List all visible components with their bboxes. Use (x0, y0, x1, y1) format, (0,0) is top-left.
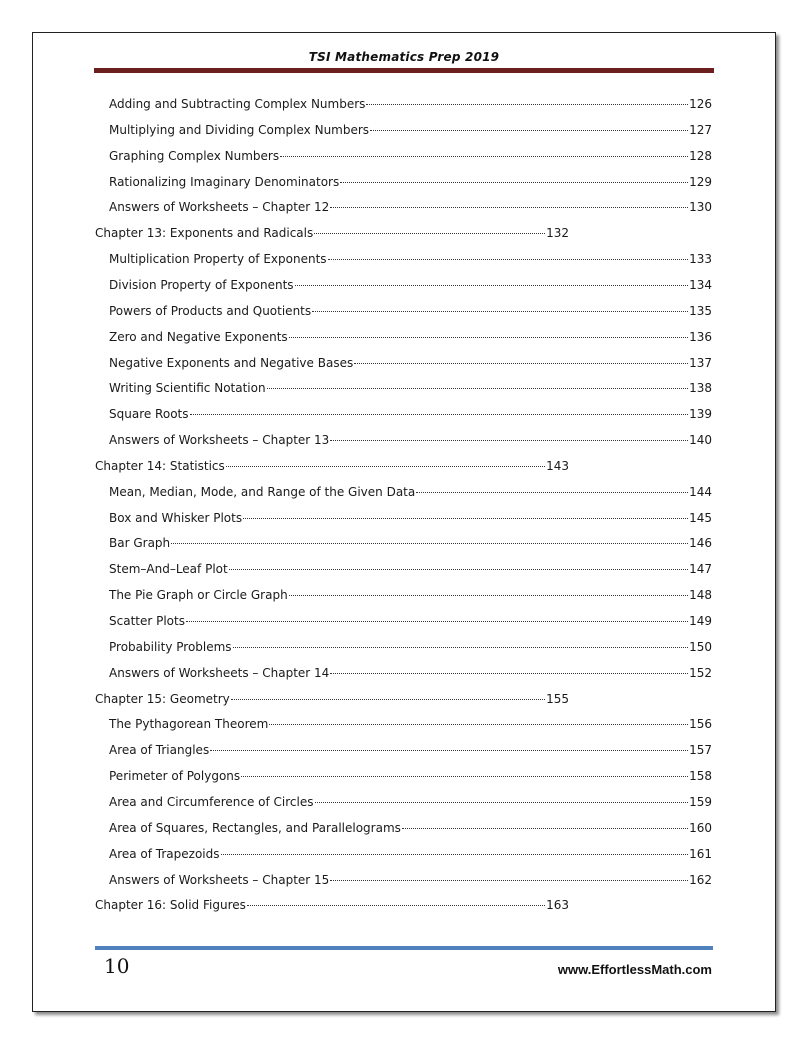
dot-leader (210, 749, 688, 751)
header-rule (94, 68, 714, 73)
toc-entry-row[interactable] (109, 303, 712, 319)
toc-page-number: 126 (689, 97, 712, 111)
toc-entry-row[interactable] (109, 794, 712, 810)
toc-label: The Pythagorean Theorem (109, 717, 269, 732)
toc-page-number: 130 (689, 200, 712, 215)
toc-entry-row[interactable] (109, 561, 712, 577)
toc-page-number: 162 (689, 872, 712, 887)
toc-label: Division Property of Exponents (109, 277, 294, 292)
toc-label: Negative Exponents and Negative Bases (109, 355, 354, 370)
toc-page-number: 128 (689, 148, 712, 163)
toc-label: Answers of Worksheets – Chapter 14 (109, 665, 330, 680)
toc-page-number: 160 (689, 820, 712, 835)
toc-label: Mean, Median, Mode, and Range of the Given Data (109, 484, 416, 499)
toc-label: Rationalizing Imaginary Denominators (109, 174, 340, 189)
toc-entry-row[interactable] (109, 329, 712, 345)
toc-label: Answers of Worksheets – Chapter 12 (109, 200, 330, 215)
toc-entry-row[interactable] (109, 510, 712, 526)
dot-leader (366, 103, 688, 105)
toc-page-number: 139 (689, 407, 712, 422)
dot-leader (186, 620, 688, 622)
dot-leader (330, 672, 688, 674)
toc-chapter-row[interactable] (95, 225, 569, 241)
toc-entry-row[interactable] (109, 199, 712, 215)
toc-label: Chapter 16: Solid Figures (95, 898, 246, 913)
toc-entry-row[interactable] (109, 716, 712, 732)
toc-label: Answers of Worksheets – Chapter 13 (109, 433, 330, 448)
toc-label: Stem–And–Leaf Plot (109, 562, 228, 577)
toc-label: Writing Scientific Notation (109, 381, 266, 396)
dot-leader (312, 310, 688, 312)
dot-leader (289, 594, 688, 596)
toc-entry-row[interactable] (109, 96, 712, 112)
dot-leader (247, 904, 545, 906)
dot-leader (402, 827, 688, 829)
toc-entry-row[interactable] (109, 639, 712, 655)
toc-entry-row[interactable] (109, 251, 712, 267)
dot-leader (314, 232, 545, 234)
toc-page-number: 145 (689, 510, 712, 525)
toc-page-number: 155 (546, 691, 569, 706)
toc-label: Area of Triangles (109, 743, 210, 758)
toc-entry-row[interactable] (109, 768, 712, 784)
toc-page-number: 159 (689, 794, 712, 809)
toc-label: Chapter 14: Statistics (95, 458, 225, 473)
dot-leader (340, 181, 688, 183)
toc-chapter-row[interactable] (95, 691, 569, 707)
toc-entry-row[interactable] (109, 432, 712, 448)
toc-entry-row[interactable] (109, 587, 712, 603)
toc-label: Chapter 13: Exponents and Radicals (95, 226, 314, 241)
toc-page-number: 134 (689, 277, 712, 292)
dot-leader (243, 517, 688, 519)
dot-leader (416, 491, 688, 493)
website-url[interactable]: www.EffortlessMath.com (557, 962, 712, 977)
toc-entry-row[interactable] (109, 820, 712, 836)
toc-page-number: 127 (689, 122, 712, 137)
dot-leader (328, 258, 689, 260)
toc-page-number: 133 (689, 252, 712, 267)
toc-entry-row[interactable] (109, 122, 712, 138)
dot-leader (269, 723, 688, 725)
toc-page-number: 137 (689, 355, 712, 370)
dot-leader (231, 698, 545, 700)
dot-leader (190, 413, 689, 415)
toc-label: Probability Problems (109, 639, 232, 654)
toc-entry-row[interactable] (109, 355, 712, 371)
toc-page-number: 152 (689, 665, 712, 680)
toc-page-number: 147 (689, 562, 712, 577)
toc-label: Adding and Subtracting Complex Numbers (109, 97, 366, 111)
dot-leader (295, 284, 689, 286)
toc-page-number: 156 (689, 717, 712, 732)
toc-page-number: 129 (689, 174, 712, 189)
toc-entry-row[interactable] (109, 380, 712, 396)
dot-leader (289, 336, 688, 338)
toc-entry-row[interactable] (109, 846, 712, 862)
toc-label: Answers of Worksheets – Chapter 15 (109, 872, 330, 887)
toc-label: Area and Circumference of Circles (109, 794, 314, 809)
toc-label: Chapter 15: Geometry (95, 691, 230, 706)
toc-page-number: 140 (689, 433, 712, 448)
dot-leader (315, 801, 689, 803)
running-header-title: TSI Mathematics Prep 2019 (308, 50, 500, 64)
dot-leader (233, 646, 689, 648)
footer-rule (95, 946, 713, 950)
dot-leader (280, 155, 688, 157)
toc-label: Box and Whisker Plots (109, 510, 243, 525)
toc-label: Area of Squares, Rectangles, and Parallelograms (109, 820, 401, 835)
dot-leader (330, 879, 688, 881)
dot-leader (330, 439, 688, 441)
toc-page-number: 135 (689, 303, 712, 318)
toc-chapter-row[interactable] (95, 458, 569, 474)
toc-entry-row[interactable] (109, 665, 712, 681)
toc-entry-row[interactable] (109, 277, 712, 293)
toc-page-number: 144 (689, 484, 712, 499)
toc-entry-row[interactable] (109, 535, 712, 551)
toc-page-number: 136 (689, 329, 712, 344)
toc-page-number: 163 (546, 898, 569, 913)
dot-leader (330, 206, 688, 208)
toc-chapter-row[interactable] (95, 897, 569, 913)
toc-page-number: 143 (546, 458, 569, 473)
toc-label: Bar Graph (109, 536, 171, 551)
toc-entry-row[interactable] (109, 742, 712, 758)
dot-leader (171, 542, 688, 544)
dot-leader (229, 568, 688, 570)
toc-page-number: 148 (689, 588, 712, 603)
toc-label: Graphing Complex Numbers (109, 148, 280, 163)
toc-page-number: 146 (689, 536, 712, 551)
toc-entry-row[interactable] (109, 872, 712, 888)
toc-page-number: 132 (546, 226, 569, 241)
page-number: 10 (104, 954, 130, 978)
toc-label: Multiplying and Dividing Complex Numbers (109, 122, 370, 137)
toc-label: Powers of Products and Quotients (109, 303, 312, 318)
toc-page-number: 138 (689, 381, 712, 396)
toc-page-number: 161 (689, 846, 712, 861)
dot-leader (241, 775, 688, 777)
toc-entry-row[interactable] (109, 406, 712, 422)
toc-label: Square Roots (109, 407, 189, 422)
toc-label: Multiplication Property of Exponents (109, 252, 327, 267)
toc-page-number: 158 (689, 769, 712, 784)
dot-leader (267, 387, 689, 389)
toc-label: Area of Trapezoids (109, 846, 220, 861)
dot-leader (221, 853, 689, 855)
toc-page-number: 157 (689, 743, 712, 758)
dot-leader (226, 465, 545, 467)
toc-entry-row[interactable] (109, 613, 712, 629)
toc-entry-row[interactable] (109, 148, 712, 164)
toc-label: Perimeter of Polygons (109, 769, 241, 784)
dot-leader (370, 129, 688, 131)
toc-page-number: 149 (689, 614, 712, 628)
toc-page-number: 150 (689, 639, 712, 654)
toc-label: Scatter Plots (109, 614, 185, 628)
toc-label: Zero and Negative Exponents (109, 329, 288, 344)
toc-entry-row[interactable] (109, 484, 712, 500)
toc-entry-row[interactable] (109, 174, 712, 190)
toc-label: The Pie Graph or Circle Graph (109, 588, 288, 603)
dot-leader (354, 362, 688, 364)
